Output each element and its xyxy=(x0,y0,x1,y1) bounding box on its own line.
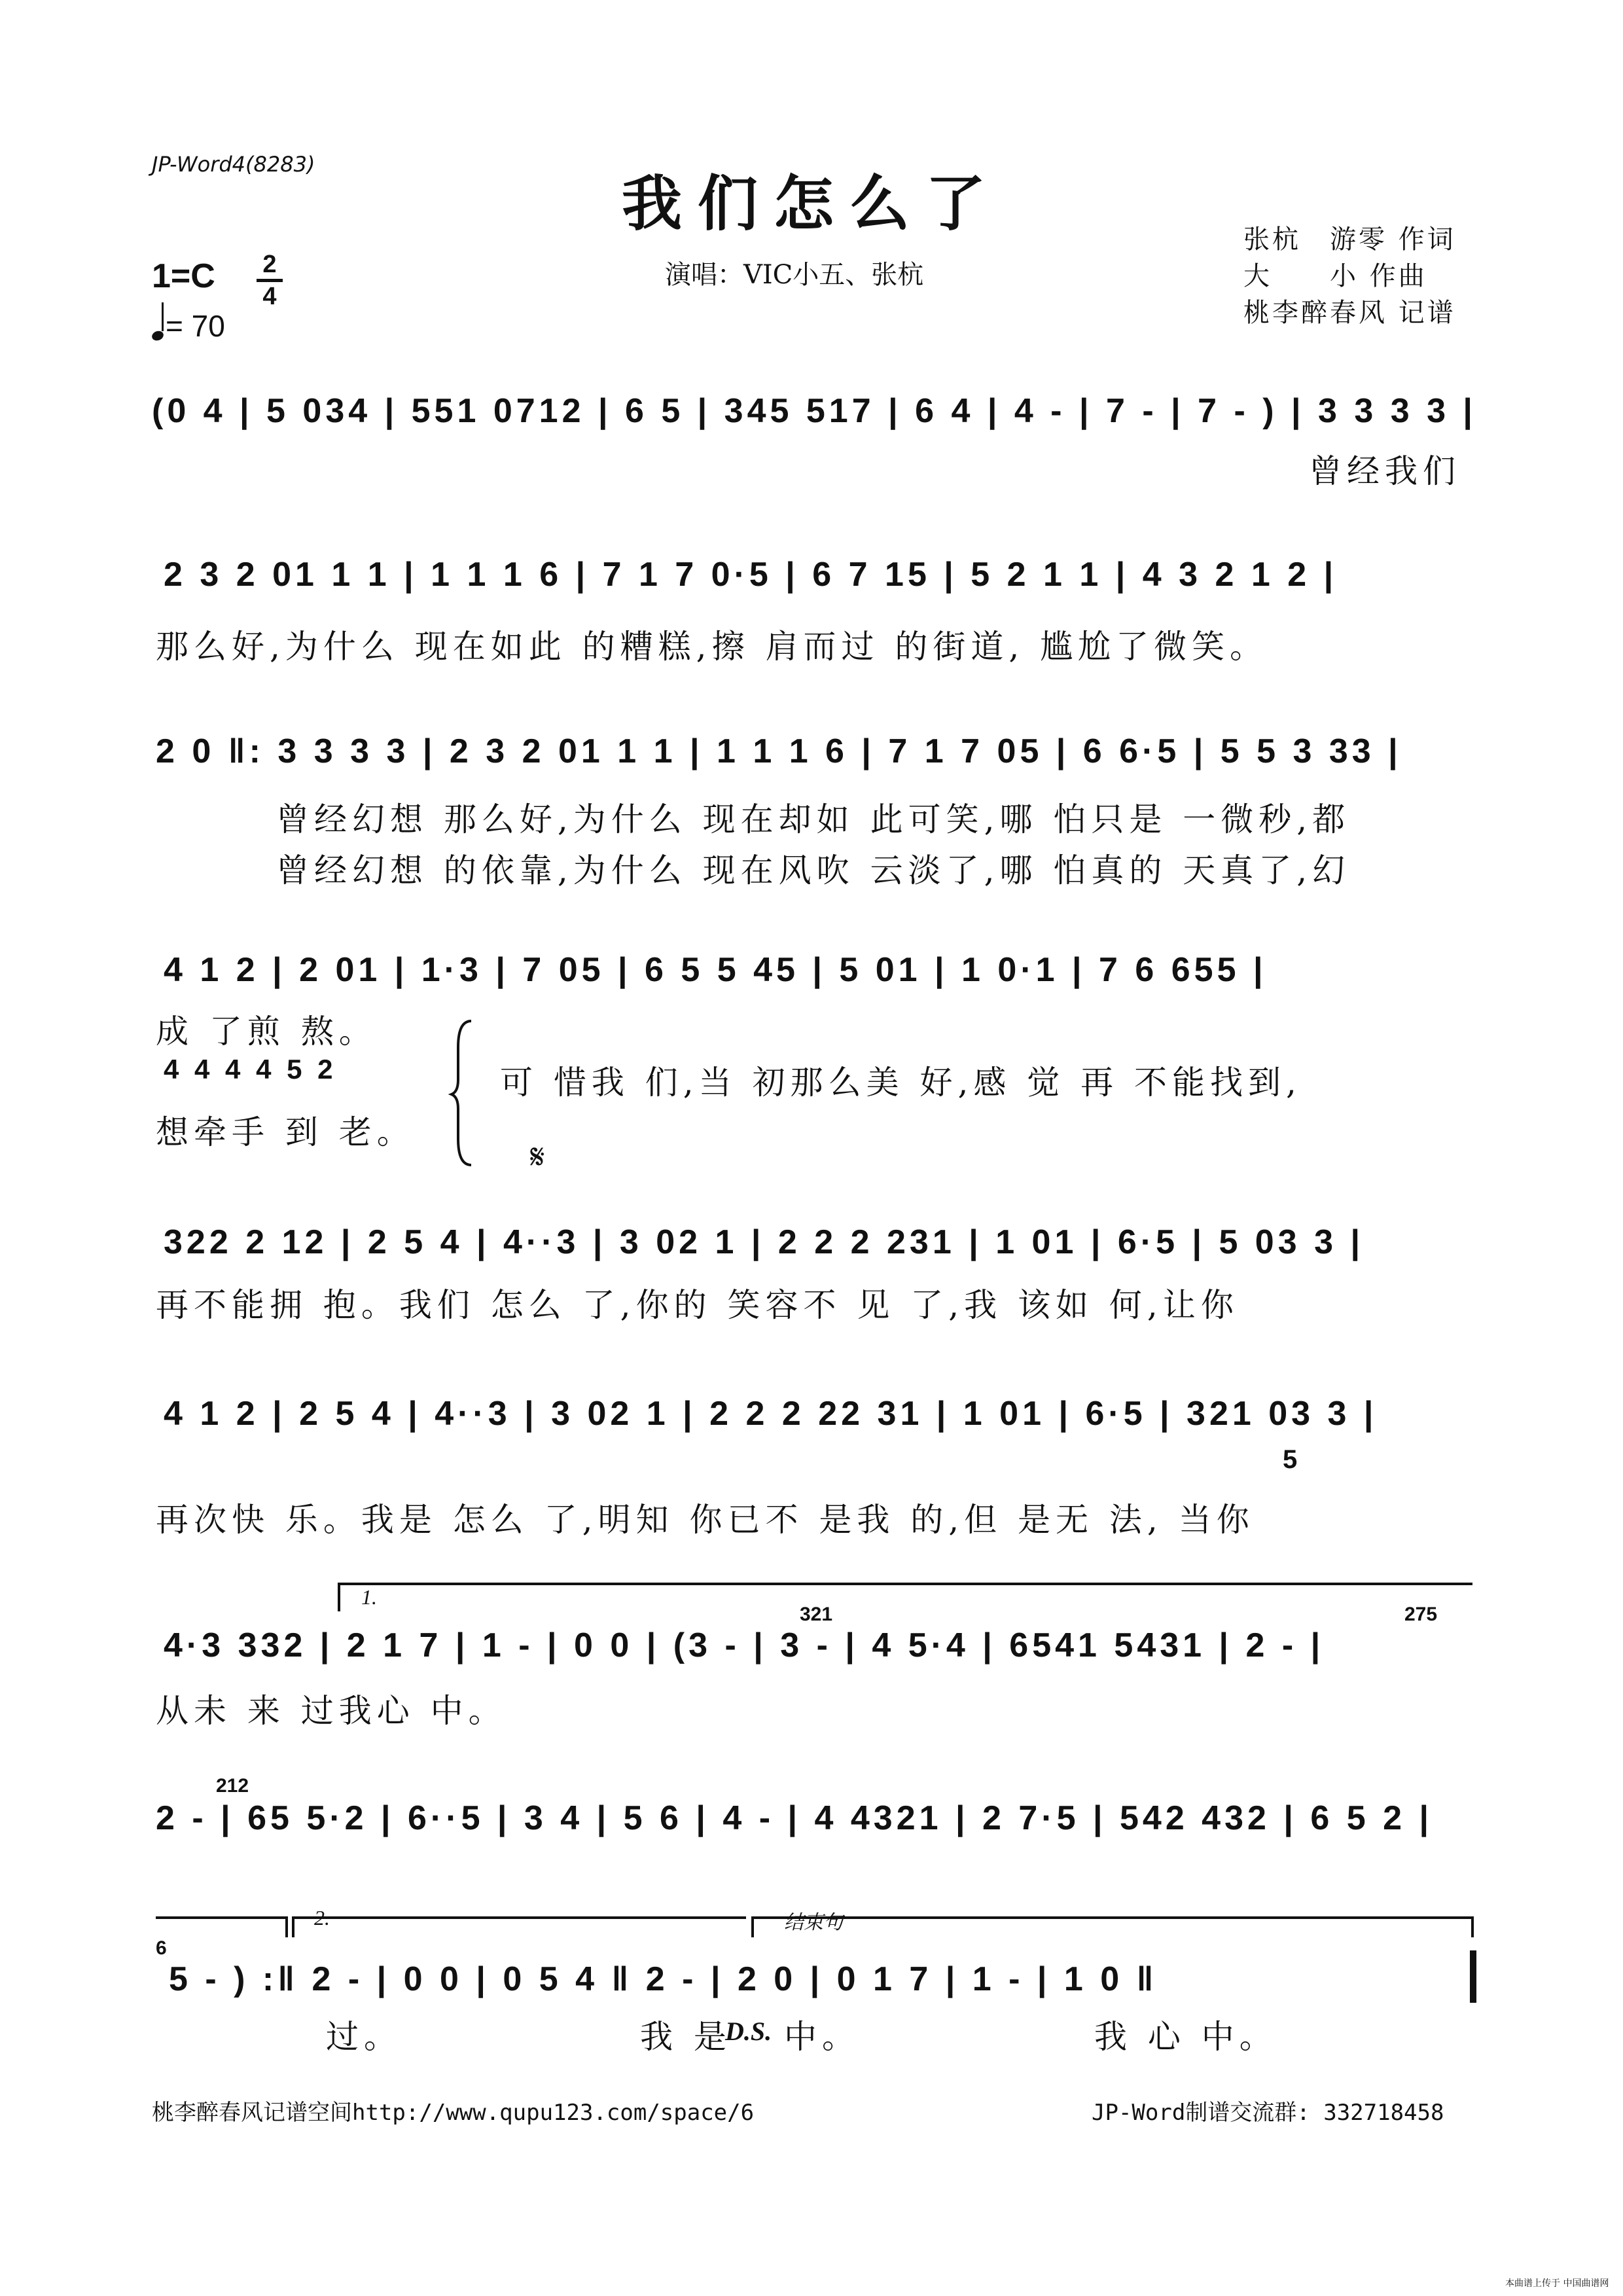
transcriber-credit: 桃李醉春风 记谱 xyxy=(1243,298,1456,328)
singers-credit: 演唱：VIC小五、张杭 xyxy=(665,260,924,290)
system-4-alt-notes: 4 4 4 4 5 2 xyxy=(164,1054,337,1085)
song-title: 我们怎么了 xyxy=(621,168,1001,239)
grace-note-3: 212 xyxy=(216,1775,249,1797)
tempo-value: = 70 xyxy=(166,309,225,343)
system-4-shared-lyric: 可 惜我 们,当 初那么美 好,感 觉 再 不能找到, xyxy=(500,1064,1302,1102)
system-4-lyric-verse1: 成 了煎 熬。 xyxy=(156,1013,377,1050)
system-1-lyric: 曾经我们 xyxy=(1309,452,1461,490)
system-9-lyric-d: 我 心 中。 xyxy=(1094,2018,1277,2056)
system-5-notes: 322 2 12 | 2 5 4 | 4··3 | 3 02 1 | 2 2 2 231 | 1 01 | 6·5 | 5 03 3 | xyxy=(164,1223,1364,1261)
system-7-notes: 4·3 332 | 2 1 7 | 1 - | 0 0 | (3 - | 3 - | 4 5·4 | 6541 5431 | 2 - | xyxy=(164,1626,1325,1664)
volta-2-label: 2. xyxy=(314,1906,330,1929)
system-3-notes: 2 0 ‖: 3 3 3 3 | 2 3 2 01 1 1 | 1 1 1 6 | 7 1 7 05 | 6 6·5 | 5 5 3 33 | xyxy=(156,732,1402,770)
ending-label: 结束句 xyxy=(784,1911,843,1934)
system-9-lyric-b: 我 是 xyxy=(640,2018,732,2056)
system-4-lyric-verse2: 想牵手 到 老。 xyxy=(156,1113,415,1151)
footer-group: JP-Word制谱交流群: 332718458 xyxy=(1092,2100,1444,2126)
footer-source: 桃李醉春风记谱空间http://www.qupu123.com/space/6 xyxy=(152,2100,755,2126)
system-5-lyric: 再不能拥 抱。我们 怎么 了,你的 笑容不 见 了,我 该如 何,让你 xyxy=(156,1286,1239,1324)
system-6-lyric: 再次快 乐。我是 怎么 了,明知 你已不 是我 的,但 是无 法, 当你 xyxy=(156,1501,1255,1539)
system-9-lyric-c: 中。 xyxy=(784,2018,860,2056)
system-3-lyric-verse1: 曾经幻想 那么好,为什么 现在却如 此可笑,哪 怕只是 一微秒,都 xyxy=(276,800,1351,838)
system-4-notes: 4 1 2 | 2 01 | 1·3 | 7 05 | 6 5 5 45 | 5 01 | 1 0·1 | 7 6 655 | xyxy=(164,951,1267,989)
corner-watermark: 本曲谱上传于 中国曲谱网 xyxy=(1505,2278,1609,2289)
lyricist-credit: 张杭 游零 作词 xyxy=(1243,224,1456,255)
grace-note-4: 6 xyxy=(156,1937,167,1959)
system-1-notes: (0 4 | 5 034 | 551 0712 | 6 5 | 345 517 | 6 4 | 4 - | 7 - | 7 - ) | 3 3 3 3 | xyxy=(152,392,1476,430)
software-label: JP-Word4(8283) xyxy=(152,152,315,177)
segno-sign: 𝄋 xyxy=(530,1138,545,1177)
key-signature: 1=C xyxy=(152,257,215,295)
system-6-sub-note: 5 xyxy=(1283,1445,1302,1474)
system-9-lyric-a: 过。 xyxy=(326,2018,402,2056)
system-2-lyric: 那么好,为什么 现在如此 的糟糕,擦 肩而过 的街道, 尴尬了微笑。 xyxy=(156,628,1268,666)
composer-credit: 大 小 作曲 xyxy=(1243,261,1427,291)
system-9-notes: 5 - ) :‖ 2 - | 0 0 | 0 5 4 ‖ 2 - | 2 0 | 0 1 7 | 1 - | 1 0 ‖ xyxy=(169,1960,1158,1998)
volta-1-label: 1. xyxy=(361,1585,377,1609)
system-7-lyric: 从未 来 过我心 中。 xyxy=(156,1692,507,1730)
grace-note-1: 321 xyxy=(800,1604,833,1625)
system-3-lyric-verse2: 曾经幻想 的依靠,为什么 现在风吹 云淡了,哪 怕真的 天真了,幻 xyxy=(276,852,1351,889)
system-8-notes: 2 - | 65 5·2 | 6··5 | 3 4 | 5 6 | 4 - | 4 4321 | 2 7·5 | 542 432 | 6 5 2 | xyxy=(156,1799,1433,1837)
time-top: 2 xyxy=(262,251,277,278)
system-2-notes: 2 3 2 01 1 1 | 1 1 1 6 | 7 1 7 0·5 | 6 7 15 | 5 2 1 1 | 4 3 2 1 2 | xyxy=(164,556,1338,594)
dal-segno-mark: D.S. xyxy=(725,2017,772,2046)
time-bottom: 4 xyxy=(262,283,277,310)
system-6-notes: 4 1 2 | 2 5 4 | 4··3 | 3 02 1 | 2 2 2 22 31 | 1 01 | 6·5 | 321 03 3 | xyxy=(164,1395,1378,1433)
grace-note-2: 275 xyxy=(1404,1604,1438,1625)
